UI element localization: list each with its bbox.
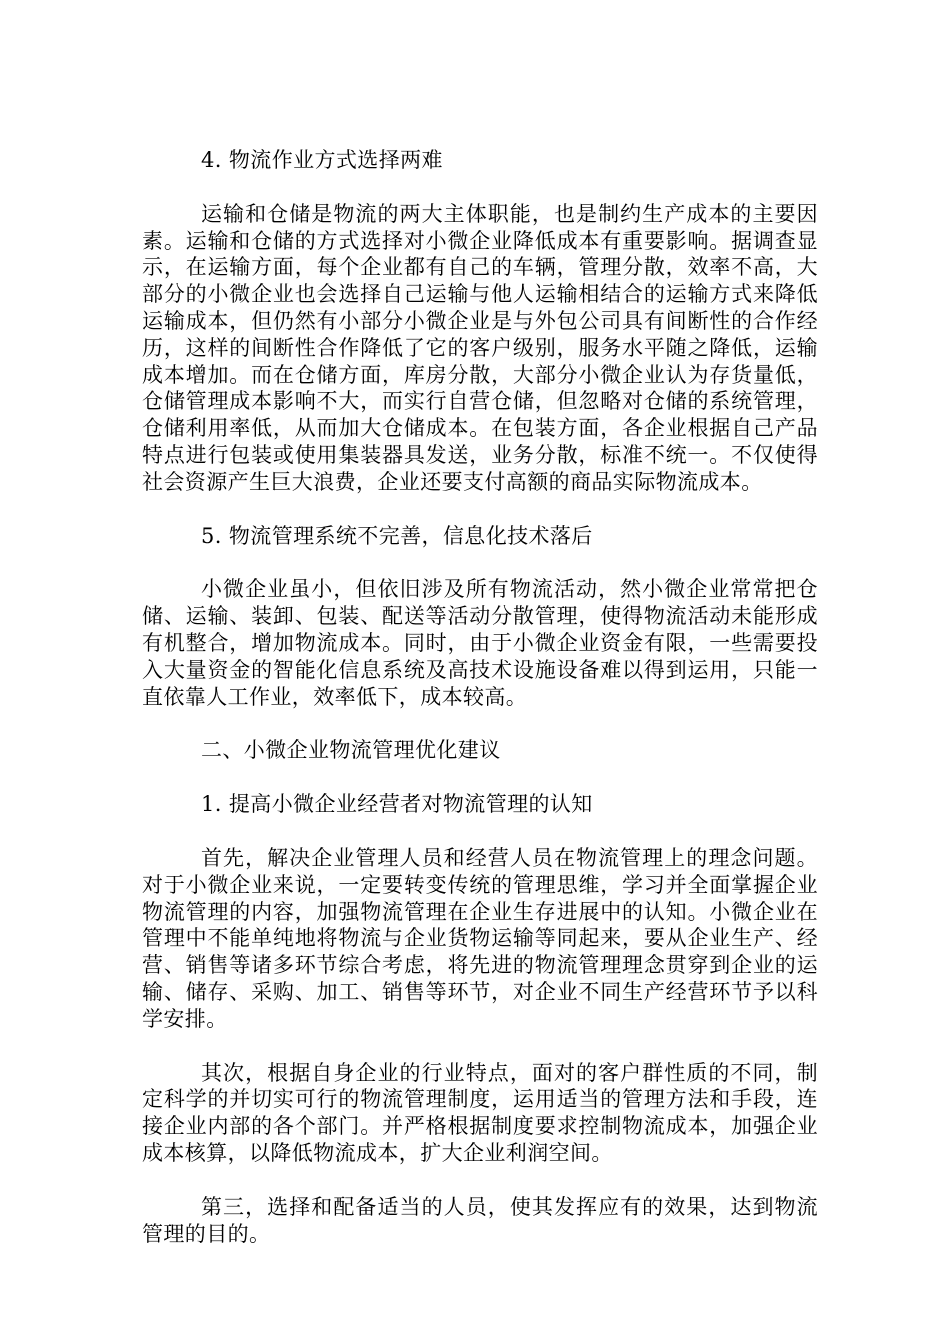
paragraph-spacing: [142, 549, 818, 576]
paragraph-spacing: [142, 496, 818, 523]
paragraph-spacing: [142, 818, 818, 845]
paragraph-spacing: [142, 174, 818, 201]
section-heading-awareness: 1. 提高小微企业经营者对物流管理的认知: [201, 792, 593, 817]
paragraph-second-point: 其次，根据自身企业的行业特点，面对的客户群性质的不同，制定科学的并切实可行的物流管理制度，运用适当的管理方法和手段，连接企业内部的各个部门。并严格根据制度要求控制物流成本，加强企业成本核算，以降低物流成本，扩大企业利润空间。: [142, 1060, 818, 1165]
section-heading-logistics-mode: 4. 物流作业方式选择两难: [201, 148, 443, 172]
document-body: [142, 147, 818, 1247]
paragraph-transport-storage: 运输和仓储是物流的两大主体职能，也是制约生产成本的主要因素。运输和仓储的方式选择对小微企业降低成本有重要影响。据调查显示，在运输方面，每个企业都有自己的车辆，管理分散，效率不高，大部分的小微企业也会选择自己运输与他人运输相结合的运输方式来降低运输成本，但仍然有小部分小微企业是与外包公司具有间断性的合作经历，这样的间断性合作降低了它的客户级别，服务水平随之降低，运输成本增加。而在仓储方面，库房分散，大部分小微企业认为存货量低，仓储管理成本影响不大，而实行自营仓储，但忽略对仓储的系统管理，仓储利用率低，从而加大仓储成本。在包装方面，各企业根据自己产品特点进行包装或使用集装器具发送，业务分散，标准不统一。不仅使得社会资源产生巨大浪费，企业还要支付高额的商品实际物流成本。: [142, 201, 818, 494]
paragraph-third-point: 第三，选择和配备适当的人员，使其发挥应有的效果，达到物流管理的目的。: [142, 1194, 818, 1246]
paragraph-spacing: [142, 1167, 818, 1194]
paragraph-information-system: 小微企业虽小，但依旧涉及所有物流活动，然小微企业常常把仓储、运输、装卸、包装、配送等活动分散管理，使得物流活动未能形成有机整合，增加物流成本。同时，由于小微企业资金有限，一些需要投入大量资金的智能化信息系统及高技术设施设备难以得到运用，只能一直依靠人工作业，效率低下，成本较高。: [142, 577, 818, 709]
section-heading-information-system: 5. 物流管理系统不完善，信息化技术落后: [201, 523, 593, 548]
paragraph-spacing: [142, 1033, 818, 1060]
chapter-heading-optimization: 二、小微企业物流管理优化建议: [201, 738, 501, 763]
paragraph-first-point: 首先，解决企业管理人员和经营人员在物流管理上的理念问题。对于小微企业来说，一定要转变传统的管理思维，学习并全面掌握企业物流管理的内容，加强物流管理在企业生存进展中的认知。小微企业在管理中不能单纯地将物流与企业货物运输等同起来，要从企业生产、经营、销售等诸多环节综合考虑，将先进的物流管理理念贯穿到企业的运输、储存、采购、加工、销售等环节，对企业不同生产经营环节予以科学安排。: [142, 845, 818, 1031]
paragraph-spacing: [142, 764, 818, 791]
paragraph-spacing: [142, 710, 818, 737]
